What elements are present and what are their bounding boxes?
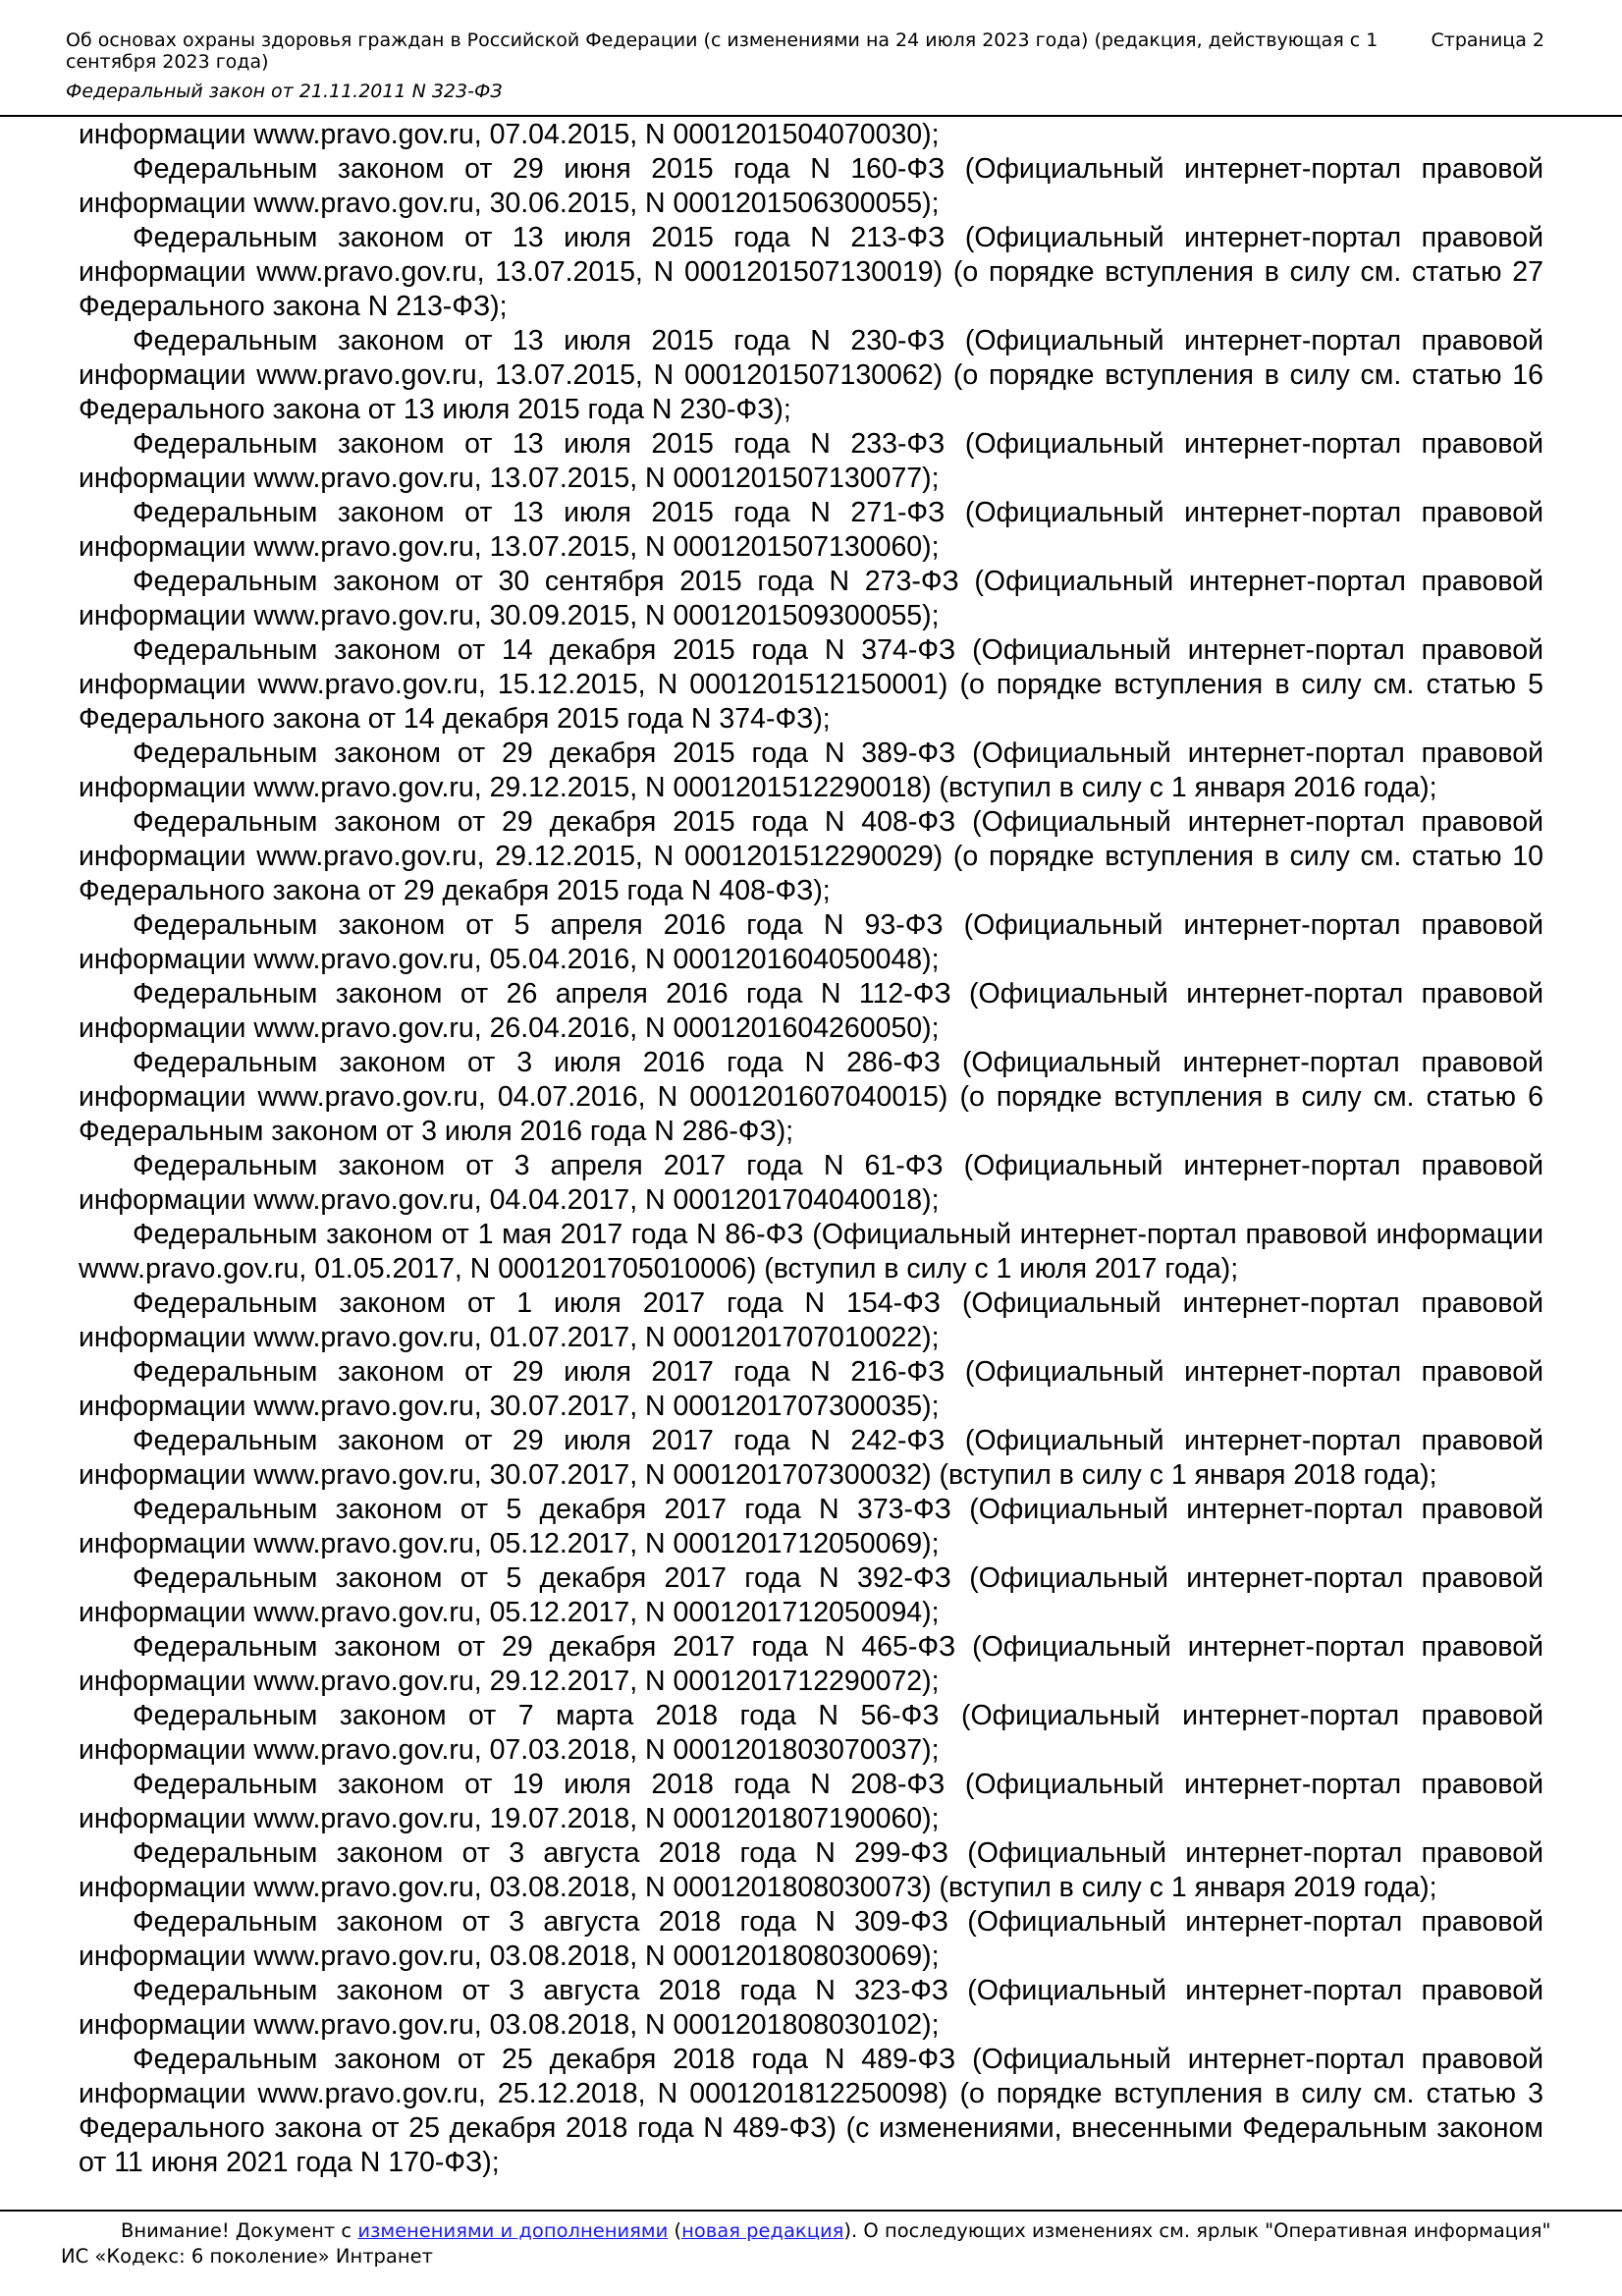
amendment-entry: Федеральным законом от 30 сентября 2015 года N 273-ФЗ (Официальный интернет-портал правовой информации www.pravo.gov.ru, 30.09.2015, N 0001201509300055); <box>79 566 1543 631</box>
amendment-list <box>79 152 1543 2180</box>
amendment-entry: Федеральным законом от 29 июля 2017 года N 216-ФЗ (Официальный интернет-портал правовой информации www.pravo.gov.ru, 30.07.2017, N 0001201707300035); <box>79 1356 1543 1422</box>
page-number: Страница 2 <box>1431 29 1544 51</box>
amendment-entry: Федеральным законом от 1 июля 2017 года N 154-ФЗ (Официальный интернет-портал правовой информации www.pravo.gov.ru, 01.07.2017, N 0001201707010022); <box>79 1287 1543 1353</box>
notice-prefix: Внимание! Документ с <box>121 2219 358 2242</box>
amendment-entry: Федеральным законом от 19 июля 2018 года N 208-ФЗ (Официальный интернет-портал правовой информации www.pravo.gov.ru, 19.07.2018, N 0001201807190060); <box>79 1769 1543 1834</box>
footer-notice <box>121 2219 1564 2243</box>
changes-link[interactable]: изменениями и дополнениями <box>357 2219 669 2242</box>
amendment-entry: Федеральным законом от 3 августа 2018 года N 309-ФЗ (Официальный интернет-портал правовой информации www.pravo.gov.ru, 03.08.2018, N 0001201808030069); <box>79 1906 1543 1972</box>
amendment-entry: Федеральным законом от 5 апреля 2016 года N 93-ФЗ (Официальный интернет-портал правовой информации www.pravo.gov.ru, 05.04.2016, N 0001201604050048); <box>79 909 1543 975</box>
amendment-entry: Федеральным законом от 5 декабря 2017 года N 373-ФЗ (Официальный интернет-портал правовой информации www.pravo.gov.ru, 05.12.2017, N 0001201712050069); <box>79 1494 1543 1559</box>
footer-divider <box>0 2210 1622 2212</box>
amendment-entry: Федеральным законом от 13 июля 2015 года N 233-ФЗ (Официальный интернет-портал правовой информации www.pravo.gov.ru, 13.07.2015, N 0001201507130077); <box>79 428 1543 494</box>
amendment-entry: Федеральным законом от 3 июля 2016 года N 286-ФЗ (Официальный интернет-портал правовой информации www.pravo.gov.ru, 04.07.2016, N 0001201607040015) (о порядке вступления в силу см. статью 6 Федеральным законом от 3 июля 2016 года N 286-ФЗ); <box>79 1047 1543 1147</box>
page-header <box>66 29 1544 114</box>
amendment-entry: Федеральным законом от 25 декабря 2018 года N 489-ФЗ (Официальный интернет-портал правовой информации www.pravo.gov.ru, 25.12.2018, N 0001201812250098) (о порядке вступления в силу см. статью 3 Федерального закона от 25 декабря 2018 года N 489-ФЗ) (с изменениями, внесенными Федеральным законом от 11 июня 2021 года N 170-ФЗ); <box>79 2044 1543 2178</box>
amendment-entry: Федеральным законом от 29 июля 2017 года N 242-ФЗ (Официальный интернет-портал правовой информации www.pravo.gov.ru, 30.07.2017, N 0001201707300032) (вступил в силу с 1 января 2018 года); <box>79 1425 1543 1491</box>
system-label: ИС «Кодекс: 6 поколение» Интранет <box>61 2245 433 2268</box>
amendment-entry: Федеральным законом от 3 августа 2018 года N 299-ФЗ (Официальный интернет-портал правовой информации www.pravo.gov.ru, 03.08.2018, N 0001201808030073) (вступил в силу с 1 января 2019 года); <box>79 1837 1543 1903</box>
amendment-entry: Федеральным законом от 3 августа 2018 года N 323-ФЗ (Официальный интернет-портал правовой информации www.pravo.gov.ru, 03.08.2018, N 0001201808030102); <box>79 1975 1543 2041</box>
amendment-entry: Федеральным законом от 29 декабря 2015 года N 408-ФЗ (Официальный интернет-портал правовой информации www.pravo.gov.ru, 29.12.2015, N 0001201512290029) (о порядке вступления в силу см. статью 10 Федерального закона от 29 декабря 2015 года N 408-ФЗ); <box>79 806 1543 906</box>
document-subtitle: Федеральный закон от 21.11.2011 N 323-ФЗ <box>66 81 503 102</box>
header-divider <box>0 115 1622 117</box>
notice-suffix: ). О последующих изменениях см. ярлык "Оперативная информация" <box>843 2219 1551 2242</box>
amendment-entry: Федеральным законом от 13 июля 2015 года N 230-ФЗ (Официальный интернет-портал правовой информации www.pravo.gov.ru, 13.07.2015, N 0001201507130062) (о порядке вступления в силу см. статью 16 Федерального закона от 13 июля 2015 года N 230-ФЗ); <box>79 325 1543 425</box>
document-body <box>79 118 1543 2180</box>
notice-middle: ( <box>668 2219 682 2242</box>
document-title: Об основах охраны здоровья граждан в Российской Федерации (с изменениями на 24 июля 2023 года) (редакция, действующая с 1 сентября 2023 года) <box>66 29 1379 73</box>
new-edition-link[interactable]: новая редакция <box>681 2219 844 2242</box>
continued-entry: информации www.pravo.gov.ru, 07.04.2015, N 0001201504070030); <box>79 119 940 150</box>
amendment-entry: Федеральным законом от 7 марта 2018 года N 56-ФЗ (Официальный интернет-портал правовой информации www.pravo.gov.ru, 07.03.2018, N 0001201803070037); <box>79 1700 1543 1766</box>
amendment-entry: Федеральным законом от 29 июня 2015 года N 160-ФЗ (Официальный интернет-портал правовой информации www.pravo.gov.ru, 30.06.2015, N 0001201506300055); <box>79 153 1543 219</box>
amendment-entry: Федеральным законом от 1 мая 2017 года N 86-ФЗ (Официальный интернет-портал правовой информации www.pravo.gov.ru, 01.05.2017, N 0001201705010006) (вступил в силу с 1 июля 2017 года); <box>79 1219 1543 1285</box>
amendment-entry: Федеральным законом от 5 декабря 2017 года N 392-ФЗ (Официальный интернет-портал правовой информации www.pravo.gov.ru, 05.12.2017, N 0001201712050094); <box>79 1562 1543 1628</box>
amendment-entry: Федеральным законом от 13 июля 2015 года N 271-ФЗ (Официальный интернет-портал правовой информации www.pravo.gov.ru, 13.07.2015, N 0001201507130060); <box>79 497 1543 563</box>
amendment-entry: Федеральным законом от 14 декабря 2015 года N 374-ФЗ (Официальный интернет-портал правовой информации www.pravo.gov.ru, 15.12.2015, N 0001201512150001) (о порядке вступления в силу см. статью 5 Федерального закона от 14 декабря 2015 года N 374-ФЗ); <box>79 634 1543 735</box>
amendment-entry: Федеральным законом от 3 апреля 2017 года N 61-ФЗ (Официальный интернет-портал правовой информации www.pravo.gov.ru, 04.04.2017, N 0001201704040018); <box>79 1150 1543 1216</box>
amendment-entry: Федеральным законом от 26 апреля 2016 года N 112-ФЗ (Официальный интернет-портал правовой информации www.pravo.gov.ru, 26.04.2016, N 0001201604260050); <box>79 978 1543 1044</box>
amendment-entry: Федеральным законом от 29 декабря 2017 года N 465-ФЗ (Официальный интернет-портал правовой информации www.pravo.gov.ru, 29.12.2017, N 0001201712290072); <box>79 1631 1543 1697</box>
amendment-entry: Федеральным законом от 13 июля 2015 года N 213-ФЗ (Официальный интернет-портал правовой информации www.pravo.gov.ru, 13.07.2015, N 0001201507130019) (о порядке вступления в силу см. статью 27 Федерального закона N 213-ФЗ); <box>79 222 1543 322</box>
amendment-entry: Федеральным законом от 29 декабря 2015 года N 389-ФЗ (Официальный интернет-портал правовой информации www.pravo.gov.ru, 29.12.2015, N 0001201512290018) (вступил в силу с 1 января 2016 года); <box>79 738 1543 803</box>
